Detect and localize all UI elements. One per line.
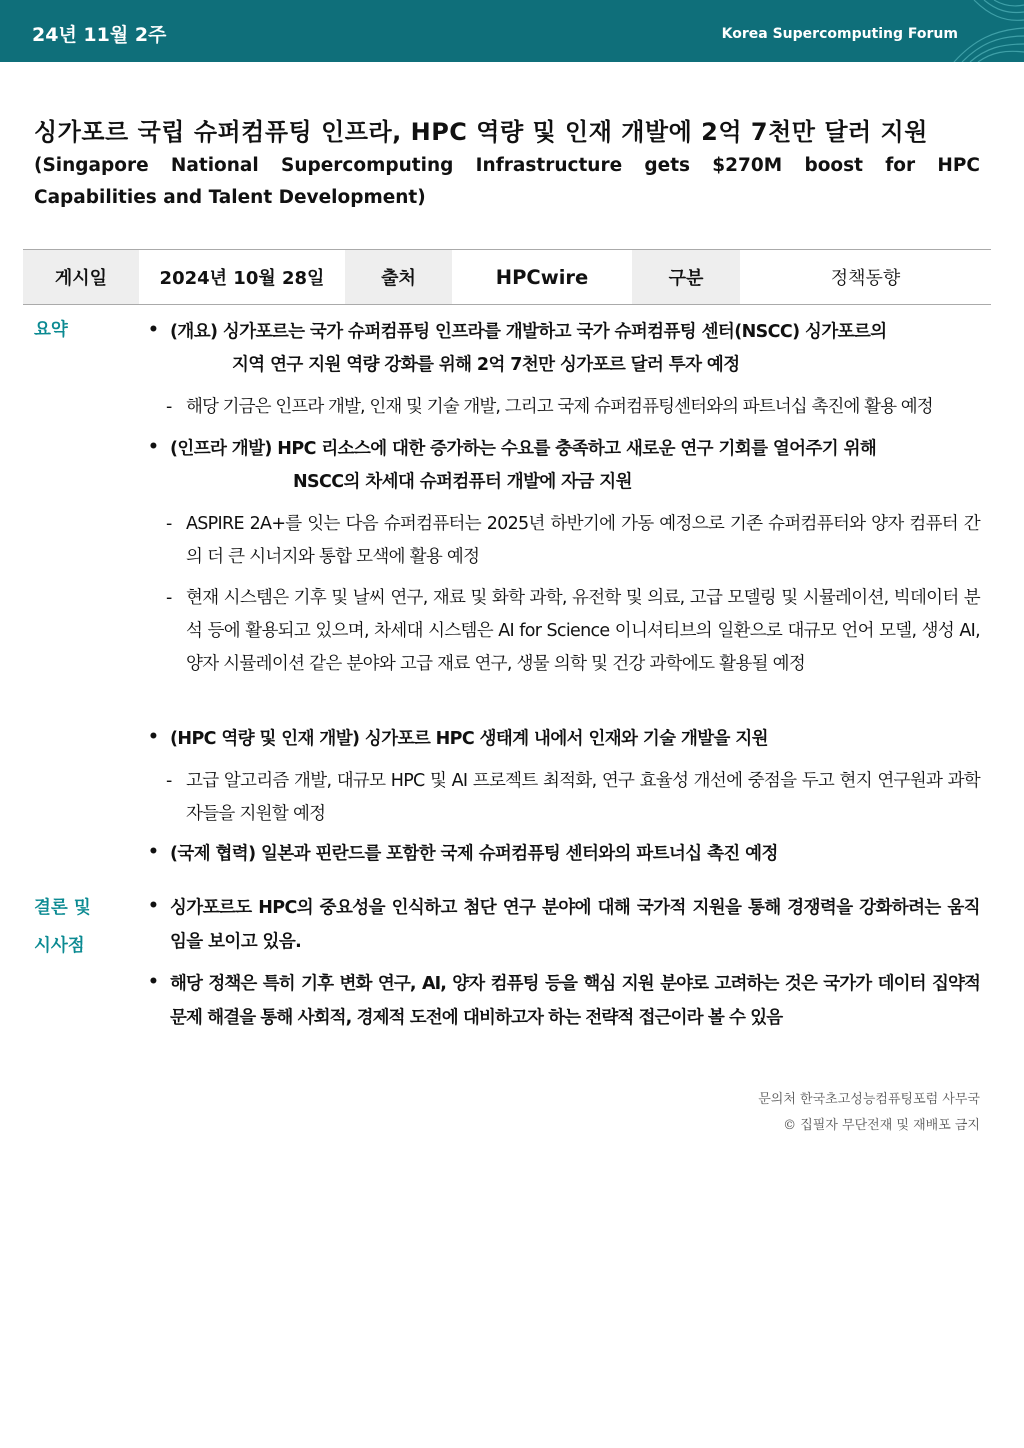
summary-bullet-2-cont: NSCC의 차세대 슈퍼컴퓨터 개발에 자금 지원 xyxy=(293,472,632,492)
copyright-note: © 집필자 무단전재 및 재배포 금지 xyxy=(783,1118,980,1133)
summary-bullet-3: (HPC 역량 및 인재 개발) 싱가포르 HPC 생태계 내에서 인재와 기술 개발을 지원 xyxy=(170,729,768,749)
issue-date: 24년 11월 2주 xyxy=(32,24,167,46)
summary-detail-2-1: - ASPIRE 2A+를 잇는 다음 슈퍼컴퓨터는 2025년 하반기에 가동 예정으로 기존 슈퍼컴퓨터와 양자 컴퓨터 간의 더 큰 시너지와 통합 모색에 활용 예정 xyxy=(166,514,980,567)
summary-detail-1-1: - 해당 기금은 인프라 개발, 인재 및 기술 개발, 그리고 국제 슈퍼컴퓨팅센터와의 파트너십 촉진에 활용 예정 xyxy=(166,397,933,417)
summary-detail-2-2: - 현재 시스템은 기후 및 날씨 연구, 재료 및 화학 과학, 유전학 및 의료, 고급 모델링 및 시뮬레이션, 빅데이터 분석 등에 활용되고 있으며, 차세대 시스템은 AI for Science 이니셔티브의 일환으로 대규모 언어 모델, 생성 AI, 양자 시뮬레이션 같은 분야와 고급 재료 연구, 생물 의학 및 건강 과학에도 활용될 예정 xyxy=(166,588,980,674)
source-label: 출처 xyxy=(345,250,452,304)
posted-value: 2024년 10월 28일 xyxy=(159,268,325,289)
summary-bullet-2: (인프라 개발) HPC 리소스에 대한 증가하는 수요를 충족하고 새로운 연구 기회를 열어주기 위해 xyxy=(170,439,877,459)
summary-bullet-4: (국제 협력) 일본과 핀란드를 포함한 국제 슈퍼컴퓨팅 센터와의 파트너십 촉진 예정 xyxy=(170,844,778,864)
posted-label: 게시일 xyxy=(23,250,139,304)
bullet-dot: • xyxy=(148,896,159,916)
summary-bullet-1-cont: 지역 연구 지원 역량 강화를 위해 2억 7천만 싱가포르 달러 투자 예정 xyxy=(232,355,740,375)
conclusion-label-line1: 결론 및 xyxy=(34,898,91,918)
wave-lines-decoration xyxy=(934,0,1024,62)
conclusion-bullet-2: 해당 정책은 특히 기후 변화 연구, AI, 양자 컴퓨팅 등을 핵심 지원 분야로 고려하는 것은 국가가 데이터 집약적 문제 해결을 통해 사회적, 경제적 도전에 대비하고자 하는 전략적 접근이라 볼 수 있음 xyxy=(170,974,980,1028)
source-value: HPCwire xyxy=(495,265,589,289)
bullet-dot: • xyxy=(148,727,159,747)
bullet-dot: • xyxy=(148,842,159,862)
header-bar xyxy=(0,0,1024,62)
summary-detail-3-1: - 고급 알고리즘 개발, 대규모 HPC 및 AI 프로젝트 최적화, 연구 효율성 개선에 중점을 두고 현지 연구원과 과학자들을 지원할 예정 xyxy=(166,771,980,824)
forum-name: Korea Supercomputing Forum xyxy=(721,26,958,42)
conclusion-bullet-1: 싱가포르도 HPC의 중요성을 인식하고 첨단 연구 분야에 대해 국가적 지원을 통해 경쟁력을 강화하려는 움직임을 보이고 있음. xyxy=(170,898,980,952)
contact-note: 문의처 한국초고성능컴퓨팅포럼 사무국 xyxy=(758,1092,980,1107)
bullet-dot: • xyxy=(148,972,159,992)
summary-bullet-1: (개요) 싱가포르는 국가 슈퍼컴퓨팅 인프라를 개발하고 국가 슈퍼컴퓨팅 센터(NSCC) 싱가포르의 xyxy=(170,322,887,342)
meta-table xyxy=(23,249,991,305)
bullet-dot: • xyxy=(148,320,159,340)
summary-label: 요약 xyxy=(34,320,68,340)
bullet-dot: • xyxy=(148,437,159,457)
category-label: 구분 xyxy=(632,250,740,304)
category-value: 정책동향 xyxy=(830,268,901,289)
article-title: 싱가포르 국립 슈퍼컴퓨팅 인프라, HPC 역량 및 인재 개발에 2억 7천만 달러 지원 xyxy=(34,118,928,146)
conclusion-label-line2: 시사점 xyxy=(34,936,85,956)
article-subtitle: (Singapore National Supercomputing Infrastructure gets $270M boost for HPC Capabilities and Talent Development) xyxy=(34,155,980,208)
